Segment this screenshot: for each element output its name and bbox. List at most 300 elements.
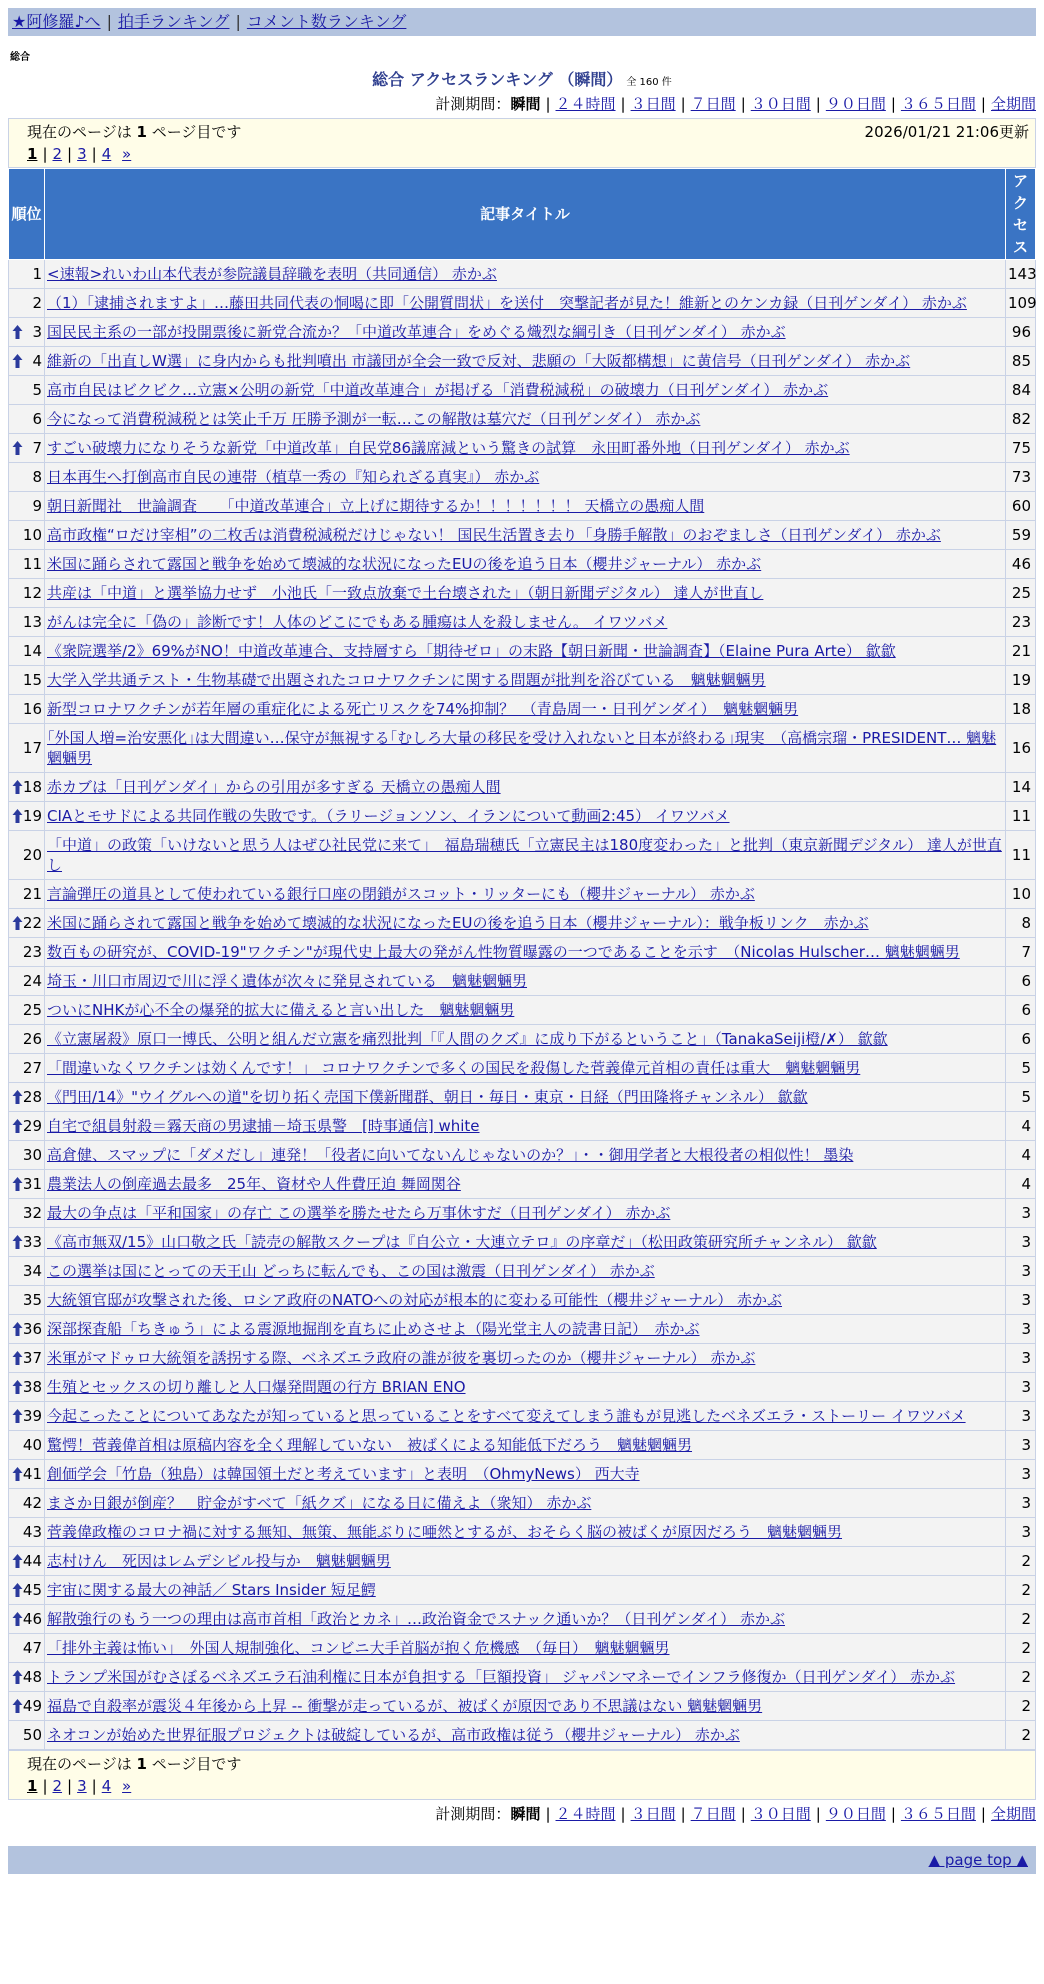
title-cell [45, 1141, 1006, 1170]
period-separator: | [740, 1805, 746, 1823]
access-count: 11 [1006, 802, 1036, 831]
clap-ranking-link[interactable]: 拍手ランキング [117, 12, 230, 31]
article-link[interactable]: 米軍がマドゥロ大統領を誘拐する際、ベネズエラ政府の誰が彼を裏切ったのか（櫻井ジャーナル） 赤かぶ [47, 1349, 756, 1367]
article-link[interactable]: 深部探査船「ちきゅう」による震源地掘削を直ちに止めさせよ（陽光堂主人の読書日記） 赤かぶ [47, 1320, 700, 1338]
article-link[interactable]: 自宅で組員射殺＝霧天商の男逮捕－埼玉県警 [時事通信] white [47, 1117, 480, 1135]
period-separator: | [680, 95, 686, 113]
rank-cell [9, 1344, 45, 1373]
access-count: 2 [1006, 1634, 1036, 1663]
table-row [9, 773, 1036, 802]
period-link[interactable]: ２４時間 [555, 1805, 616, 1823]
rank-number: 22 [22, 914, 42, 932]
article-link[interactable]: 高市政権“ロだけ宰相”の二枚舌は消費税減税だけじゃない！ 国民生活置き去り「身勝手解散」のおぞましさ（日刊ゲンダイ） 赤かぶ [47, 526, 941, 544]
access-count: 3 [1006, 1518, 1036, 1547]
rank-number: 6 [32, 410, 42, 428]
article-link[interactable]: まさか日銀が倒産？ 貯金がすべて「紙クズ」になる日に備えよ（衆知） 赤かぶ [47, 1494, 592, 1512]
title-cell [45, 521, 1006, 550]
rank-cell [9, 1141, 45, 1170]
title-cell [45, 802, 1006, 831]
article-link[interactable]: 「排外主義は怖い」 外国人規制強化、コンビニ大手首脳が抱く危機感 （毎日） 魑魅魍魎男 [47, 1639, 670, 1657]
article-link[interactable]: CIAとモサドによる共同作戦の失敗です。（ラリージョンソン、イランについて動画2:45） イワツバメ [47, 807, 730, 825]
article-link[interactable]: 志村けん 死因はレムデシビル投与か 魑魅魍魎男 [47, 1552, 391, 1570]
table-row [9, 318, 1036, 347]
title-cell [45, 608, 1006, 637]
article-link[interactable]: <速報>れいわ山本代表が参院議員辞職を表明（共同通信） 赤かぶ [47, 265, 497, 283]
table-row [9, 1054, 1036, 1083]
pager-separator: | [67, 145, 73, 163]
rank-number: 12 [22, 584, 42, 602]
rank-cell [9, 434, 45, 463]
article-link[interactable]: 埼玉・川口市周辺で川に浮く遺体が次々に発見されている 魑魅魍魎男 [47, 972, 528, 990]
table-row [9, 1286, 1036, 1315]
nav-separator: | [235, 12, 241, 31]
title-cell [45, 831, 1006, 880]
rank-cell [9, 1257, 45, 1286]
title-cell [45, 1315, 1006, 1344]
rank-number: 44 [22, 1552, 42, 1570]
article-link[interactable]: 《立憲屠殺》原口一博氏、公明と組んだ立憲を痛烈批判「『人間のクズ』に成り下がるということ」（TanakaSeiji橙/✗） 歙歙 [47, 1030, 888, 1048]
period-separator: | [545, 95, 551, 113]
title-cell [45, 1518, 1006, 1547]
rank-up-arrow-icon [12, 1118, 23, 1134]
period-link[interactable]: ９０日間 [825, 1805, 886, 1823]
table-row [9, 996, 1036, 1025]
title-cell [45, 1199, 1006, 1228]
table-row [9, 463, 1036, 492]
title-cell [45, 1460, 1006, 1489]
footer-bar [8, 1846, 1036, 1874]
access-count: 3 [1006, 1431, 1036, 1460]
rank-up-arrow-icon [12, 1408, 23, 1424]
title-cell [45, 1257, 1006, 1286]
rank-up-arrow-icon [12, 1669, 23, 1685]
access-count: 25 [1006, 579, 1036, 608]
rank-number: 39 [22, 1407, 42, 1425]
pager-link[interactable]: 4 [101, 145, 112, 163]
rank-number: 36 [22, 1320, 42, 1338]
rank-number: 24 [22, 972, 42, 990]
table-row [9, 831, 1036, 880]
period-selector-top [8, 94, 1036, 114]
table-row [9, 1141, 1036, 1170]
page-top-link[interactable]: ▲ page top ▲ [928, 1851, 1028, 1869]
article-link[interactable]: 数百もの研究が、COVID-19"ワクチン"が現代史上最大の発がん性物質曝露の一つであることを示す （Nicolas Hulscher… 魑魅魍魎男 [47, 943, 960, 961]
access-count: 16 [1006, 724, 1036, 773]
period-link[interactable]: ３０日間 [750, 1805, 811, 1823]
access-count: 3 [1006, 1344, 1036, 1373]
rank-number: 49 [22, 1697, 42, 1715]
rank-number: 13 [22, 613, 42, 631]
rank-number: 41 [22, 1465, 42, 1483]
title-cell [45, 405, 1006, 434]
article-link[interactable]: 高倉健、スマップに「ダメだし」連発！「役者に向いてないんじゃないのか？」・・御用学者と大根役者の相似性！ 墨染 [47, 1146, 854, 1164]
article-link[interactable]: 驚愕！菅義偉首相は原稿内容を全く理解していない 被ばくによる知能低下だろう 魑魅魍魎男 [47, 1436, 693, 1454]
article-link[interactable]: 米国に踊らされて露国と戦争を始めて壊滅的な状況になったEUの後を追う日本（櫻井ジャーナル） 赤かぶ [47, 555, 762, 573]
rank-cell [9, 666, 45, 695]
rank-up-arrow-icon [12, 440, 23, 456]
pager-link[interactable]: 3 [77, 145, 87, 163]
access-count: 85 [1006, 347, 1036, 376]
period-link[interactable]: ９０日間 [825, 95, 886, 113]
rank-up-arrow-icon [12, 1379, 23, 1395]
rank-cell [9, 724, 45, 773]
title-cell [45, 492, 1006, 521]
rank-cell [9, 289, 45, 318]
pager-current: 1 [27, 1777, 38, 1795]
period-link[interactable]: ３０日間 [750, 95, 811, 113]
rank-number: 21 [22, 885, 42, 903]
rank-up-arrow-icon [12, 808, 23, 824]
article-link[interactable]: 米国に踊らされて露国と戦争を始めて壊滅的な状況になったEUの後を追う日本（櫻井ジャーナル）：戦争板リンク 赤かぶ [47, 914, 869, 932]
rank-number: 3 [32, 323, 42, 341]
rank-number: 46 [22, 1610, 42, 1628]
rank-number: 27 [22, 1059, 42, 1077]
page-info-top [8, 118, 1036, 168]
article-link[interactable]: 解散強行のもう一つの理由は高市首相「政治とカネ」…政治資金でスナック通いか？（日刊ゲンダイ） 赤かぶ [47, 1610, 785, 1628]
table-row [9, 1199, 1036, 1228]
article-link[interactable]: ついにNHKが心不全の爆発的拡大に備えると言い出した 魑魅魍魎男 [47, 1001, 515, 1019]
title-cell [45, 1025, 1006, 1054]
article-link[interactable]: トランプ米国がむさぼるベネズエラ石油利権に日本が負担する「巨額投資」 ジャパンマネーでインフラ修復か（日刊ゲンダイ） 赤かぶ [47, 1668, 956, 1686]
rank-cell [9, 1402, 45, 1431]
article-link[interactable]: 共産は「中道」と選挙協力せず 小池氏「一致点放棄で土台壊された」（朝日新聞デジタル） 達人が世直し [47, 584, 764, 602]
table-row [9, 1518, 1036, 1547]
rank-number: 5 [32, 381, 42, 399]
rank-number: 23 [22, 943, 42, 961]
access-count: 75 [1006, 434, 1036, 463]
rank-number: 45 [22, 1581, 42, 1599]
article-link[interactable]: 農業法人の倒産過去最多 25年、資材や人件費圧迫 舞岡関谷 [47, 1175, 461, 1193]
table-row [9, 492, 1036, 521]
rank-cell [9, 802, 45, 831]
article-link[interactable]: 大統領官邸が攻撃された後、ロシア政府のNATOへの対応が根本的に変わる可能性（櫻井ジャーナル） 赤かぶ [47, 1291, 783, 1309]
title-cell [45, 1431, 1006, 1460]
page-status: 現在のページは 1 ページ目です [27, 1755, 242, 1773]
title-cell [45, 996, 1006, 1025]
rank-number: 38 [22, 1378, 42, 1396]
rank-cell [9, 1663, 45, 1692]
page-status: 現在のページは 1 ページ目です [27, 123, 242, 141]
rank-up-arrow-icon [12, 1176, 23, 1192]
rank-cell [9, 608, 45, 637]
ranking-title-line [8, 67, 1036, 90]
article-link[interactable]: 大学入学共通テスト・生物基礎で出題されたコロナワクチンに関する問題が批判を浴びている 魑魅魍魎男 [47, 671, 766, 689]
article-link[interactable]: 《衆院選挙/2》69%がNO！中道改革連合、支持層すら「期待ゼロ」の末路【朝日新聞・世論調査】（Elaine Pura Arte） 歙歙 [47, 642, 896, 660]
period-separator: | [620, 95, 626, 113]
article-link[interactable]: 宇宙に関する最大の神話／ Stars Insider 短足鰐 [47, 1581, 376, 1599]
rank-cell [9, 463, 45, 492]
title-cell [45, 434, 1006, 463]
updated-time: 2026/01/21 21:06更新 [864, 123, 1029, 141]
table-row [9, 608, 1036, 637]
rank-number: 43 [22, 1523, 42, 1541]
pager-link[interactable]: 2 [52, 1777, 63, 1795]
pager-link[interactable]: 2 [52, 145, 63, 163]
access-count: 60 [1006, 492, 1036, 521]
rank-number: 19 [22, 807, 42, 825]
article-link[interactable]: 今になって消費税減税とは笑止千万 圧勝予測が一転…この解散は墓穴だ（日刊ゲンダイ） 赤かぶ [47, 410, 701, 428]
table-row [9, 1663, 1036, 1692]
table-row [9, 405, 1036, 434]
rank-up-arrow-icon [12, 915, 23, 931]
title-cell [45, 1112, 1006, 1141]
article-link[interactable]: 「中道」の政策「いけないと思う人はぜひ社民党に来て」 福島瑞穂氏「立憲民主は180度変わった」と批判（東京新聞デジタル） 達人が世直し [47, 836, 1002, 874]
rank-number: 50 [22, 1726, 42, 1744]
period-current: 瞬間 [510, 95, 541, 113]
col-access-header: アクセス [1006, 169, 1036, 260]
section-label: 総合 [10, 52, 30, 63]
rank-cell [9, 1692, 45, 1721]
title-cell [45, 1692, 1006, 1721]
article-link[interactable]: がんは完全に「偽の」診断です！人体のどこにでもある腫瘍は人を殺しません。 イワツバメ [47, 613, 668, 631]
top-nav-bar [8, 8, 1036, 36]
access-count: 96 [1006, 318, 1036, 347]
title-cell [45, 1373, 1006, 1402]
title-cell [45, 1054, 1006, 1083]
rank-number: 4 [32, 352, 42, 370]
access-count: 3 [1006, 1460, 1036, 1489]
access-count: 2 [1006, 1663, 1036, 1692]
access-count: 3 [1006, 1257, 1036, 1286]
access-count: 4 [1006, 1141, 1036, 1170]
period-link[interactable]: 全期間 [990, 1805, 1036, 1823]
article-link[interactable]: ｢外国人増=治安悪化｣は大間違い…保守が無視する｢むしろ大量の移民を受け入れないと日本が終わる｣現実 （高橋宗瑠・PRESIDENT… 魑魅魍魎男 [47, 729, 997, 767]
table-row [9, 1344, 1036, 1373]
title-cell [45, 579, 1006, 608]
table-row [9, 434, 1036, 463]
title-cell [45, 773, 1006, 802]
article-link[interactable]: ネオコンが始めた世界征服プロジェクトは破綻しているが、高市政権は従う（櫻井ジャーナル） 赤かぶ [47, 1726, 740, 1744]
rank-up-arrow-icon [12, 1321, 23, 1337]
pager-separator: | [42, 1777, 48, 1795]
access-count: 2 [1006, 1605, 1036, 1634]
pager-link[interactable]: 3 [77, 1777, 87, 1795]
article-link[interactable]: 日本再生へ打倒高市自民の連帯（植草一秀の『知られざる真実』） 赤かぶ [47, 468, 540, 486]
access-count: 109 [1006, 289, 1036, 318]
rank-number: 20 [22, 846, 42, 864]
article-link[interactable]: （1）「逮捕されますよ」…藤田共同代表の恫喝に即「公開質問状」を送付 突撃記者が見た！維新とのケンカ録（日刊ゲンダイ） 赤かぶ [47, 294, 967, 312]
period-separator: | [740, 95, 746, 113]
rank-up-arrow-icon [12, 1582, 23, 1598]
home-link[interactable]: ★阿修羅♪へ [12, 12, 101, 31]
title-cell [45, 666, 1006, 695]
title-cell [45, 1721, 1006, 1750]
title-cell [45, 909, 1006, 938]
pager-separator: | [91, 1777, 97, 1795]
rank-number: 33 [22, 1233, 42, 1251]
title-cell [45, 463, 1006, 492]
pager-link[interactable]: 4 [101, 1777, 112, 1795]
title-cell [45, 1228, 1006, 1257]
rank-cell [9, 1547, 45, 1576]
rank-up-arrow-icon [12, 779, 23, 795]
rank-cell [9, 260, 45, 289]
title-cell [45, 637, 1006, 666]
article-link[interactable]: 高市自民はビクビク…立憲×公明の新党「中道改革連合」が掲げる「消費税減税」の破壊力（日刊ゲンダイ） 赤かぶ [47, 381, 829, 399]
rank-cell [9, 938, 45, 967]
period-link[interactable]: ３６５日間 [900, 95, 976, 113]
article-link[interactable]: 「間違いなくワクチンは効くんです！」 コロナワクチンで多くの国民を殺傷した菅義偉元首相の責任は重大 魑魅魍魎男 [47, 1059, 861, 1077]
rank-number: 18 [22, 778, 42, 796]
rank-cell [9, 1634, 45, 1663]
rank-cell [9, 1228, 45, 1257]
rank-cell [9, 996, 45, 1025]
article-link[interactable]: 維新の「出直しW選」に身内からも批判噴出 市議団が全会一致で反対、悲願の「大阪都構想」に黄信号（日刊ゲンダイ） 赤かぶ [47, 352, 911, 370]
rank-up-arrow-icon [12, 1466, 23, 1482]
rank-number: 31 [22, 1175, 42, 1193]
rank-cell [9, 1083, 45, 1112]
access-count: 7 [1006, 938, 1036, 967]
rank-number: 15 [22, 671, 42, 689]
table-row [9, 376, 1036, 405]
pager-next[interactable]: » [122, 145, 132, 163]
period-link[interactable]: ３６５日間 [900, 1805, 976, 1823]
access-count: 84 [1006, 376, 1036, 405]
period-separator: | [620, 1805, 626, 1823]
access-count: 2 [1006, 1547, 1036, 1576]
period-link[interactable]: ３日間 [630, 95, 676, 113]
article-link[interactable]: 国民民主系の一部が投開票後に新党合流か？「中道改革連合」をめぐる熾烈な綱引き（日刊ゲンダイ） 赤かぶ [47, 323, 786, 341]
access-count: 6 [1006, 1025, 1036, 1054]
table-row [9, 1170, 1036, 1199]
rank-up-arrow-icon [12, 1234, 23, 1250]
article-link[interactable]: 朝日新聞社 世論調査 「中道改革連合」立上げに期待するか！！！！！！！ 天橋立の愚痴人間 [47, 497, 705, 515]
period-label: 計測期間： [435, 1805, 511, 1823]
title-cell [45, 967, 1006, 996]
title-cell [45, 550, 1006, 579]
period-link[interactable]: 全期間 [990, 95, 1036, 113]
article-link[interactable]: 言論弾圧の道具として使われている銀行口座の閉鎖がスコット・リッターにも（櫻井ジャーナル） 赤かぶ [47, 885, 755, 903]
access-count: 4 [1006, 1170, 1036, 1199]
total-count: 全 160 件 [626, 77, 672, 88]
period-separator: | [890, 95, 896, 113]
period-selector-bottom [8, 1804, 1036, 1824]
title-cell [45, 1634, 1006, 1663]
article-link[interactable]: 《門田/14》"ウイグルへの道"を切り拓く売国下僕新聞群、朝日・毎日・東京・日経（門田隆将チャンネル） 歙歙 [47, 1088, 808, 1106]
rank-up-arrow-icon [12, 324, 23, 340]
article-link[interactable]: この選挙は国にとっての天王山 どっちに転んでも、この国は激震（日刊ゲンダイ） 赤かぶ [47, 1262, 655, 1280]
rank-number: 29 [22, 1117, 42, 1135]
article-link[interactable]: 赤カブは「日刊ゲンダイ」からの引用が多すぎる 天橋立の愚痴人間 [47, 778, 501, 796]
title-cell [45, 1576, 1006, 1605]
access-count: 5 [1006, 1054, 1036, 1083]
access-count: 143 [1006, 260, 1036, 289]
rank-cell [9, 773, 45, 802]
period-separator: | [545, 1805, 551, 1823]
rank-number: 10 [22, 526, 42, 544]
rank-cell [9, 579, 45, 608]
period-link[interactable]: ７日間 [690, 95, 736, 113]
rank-cell [9, 492, 45, 521]
article-link[interactable]: 今起こったことについてあなたが知っていると思っていることをすべて変えてしまう誰もが見逃したベネズエラ・ストーリー イワツバメ [47, 1407, 966, 1425]
rank-number: 48 [22, 1668, 42, 1686]
table-header [9, 169, 1036, 260]
ranking-title: 総合 アクセスランキング （瞬間） [372, 70, 623, 89]
period-current: 瞬間 [510, 1805, 541, 1823]
period-link[interactable]: ２４時間 [555, 95, 616, 113]
rank-cell [9, 880, 45, 909]
rank-cell [9, 831, 45, 880]
article-link[interactable]: 福島で自殺率が震災４年後から上昇 -- 衝撃が走っているが、被ばくが原因であり不思議はない 魑魅魍魎男 [47, 1697, 763, 1715]
title-cell [45, 724, 1006, 773]
rank-number: 40 [22, 1436, 42, 1454]
rank-cell [9, 1025, 45, 1054]
rank-number: 28 [22, 1088, 42, 1106]
table-row [9, 1489, 1036, 1518]
article-link[interactable]: すごい破壊力になりそうな新党「中道改革」自民党86議席減という驚きの試算 永田町番外地（日刊ゲンダイ） 赤かぶ [47, 439, 850, 457]
rank-number: 30 [22, 1146, 42, 1164]
table-row [9, 967, 1036, 996]
rank-cell [9, 1576, 45, 1605]
title-cell [45, 1402, 1006, 1431]
page-info-bottom [8, 1750, 1036, 1800]
access-count: 18 [1006, 695, 1036, 724]
period-link[interactable]: ７日間 [690, 1805, 736, 1823]
rank-cell [9, 695, 45, 724]
access-count: 6 [1006, 967, 1036, 996]
access-count: 11 [1006, 831, 1036, 880]
comment-ranking-link[interactable]: コメント数ランキング [246, 12, 407, 31]
article-link[interactable]: 菅義偉政権のコロナ禍に対する無知、無策、無能ぶりに唖然とするが、おそらく脳の被ばくが原因だろう 魑魅魍魎男 [47, 1523, 843, 1541]
rank-number: 8 [32, 468, 42, 486]
access-count: 21 [1006, 637, 1036, 666]
rank-number: 11 [22, 555, 42, 573]
period-separator: | [980, 1805, 986, 1823]
article-link[interactable]: 創価学会「竹島（独島）は韓国領土だと考えています」と表明 （OhmyNews） 西大寺 [47, 1465, 640, 1483]
title-cell [45, 1605, 1006, 1634]
period-separator: | [680, 1805, 686, 1823]
access-count: 6 [1006, 996, 1036, 1025]
access-count: 5 [1006, 1083, 1036, 1112]
title-cell [45, 938, 1006, 967]
access-count: 3 [1006, 1489, 1036, 1518]
period-link[interactable]: ３日間 [630, 1805, 676, 1823]
pager-next[interactable]: » [122, 1777, 132, 1795]
col-rank-header: 順位 [9, 169, 45, 260]
rank-cell [9, 1373, 45, 1402]
rank-cell [9, 1489, 45, 1518]
access-count: 23 [1006, 608, 1036, 637]
title-cell [45, 1547, 1006, 1576]
rank-number: 17 [22, 739, 42, 757]
table-row [9, 1025, 1036, 1054]
rank-number: 34 [22, 1262, 42, 1280]
article-link[interactable]: 最大の争点は「平和国家」の存亡 この選挙を勝たせたら万事休すだ（日刊ゲンダイ） 赤かぶ [47, 1204, 671, 1222]
rank-cell [9, 550, 45, 579]
table-row [9, 1431, 1036, 1460]
title-cell [45, 289, 1006, 318]
rank-number: 47 [22, 1639, 42, 1657]
table-row [9, 724, 1036, 773]
article-link[interactable]: 《高市無双/15》山口敬之氏「読売の解散スクープは『自公立・大連立テロ』の序章だ」（松田政策研究所チャンネル） 歙歙 [47, 1233, 877, 1251]
table-row [9, 1692, 1036, 1721]
title-cell [45, 1286, 1006, 1315]
access-count: 8 [1006, 909, 1036, 938]
rank-cell [9, 967, 45, 996]
table-row [9, 666, 1036, 695]
table-row [9, 637, 1036, 666]
rank-number: 42 [22, 1494, 42, 1512]
title-cell [45, 1083, 1006, 1112]
title-cell [45, 1663, 1006, 1692]
article-link[interactable]: 新型コロナワクチンが若年層の重症化による死亡リスクを74%抑制？ （青島周一・日刊ゲンダイ） 魑魅魍魎男 [47, 700, 799, 718]
pager-separator: | [42, 145, 48, 163]
rank-cell [9, 1170, 45, 1199]
pager-top [27, 143, 1029, 165]
access-count: 14 [1006, 773, 1036, 802]
title-cell [45, 880, 1006, 909]
article-link[interactable]: 生殖とセックスの切り離しと人口爆発問題の行方 BRIAN ENO [47, 1378, 466, 1396]
